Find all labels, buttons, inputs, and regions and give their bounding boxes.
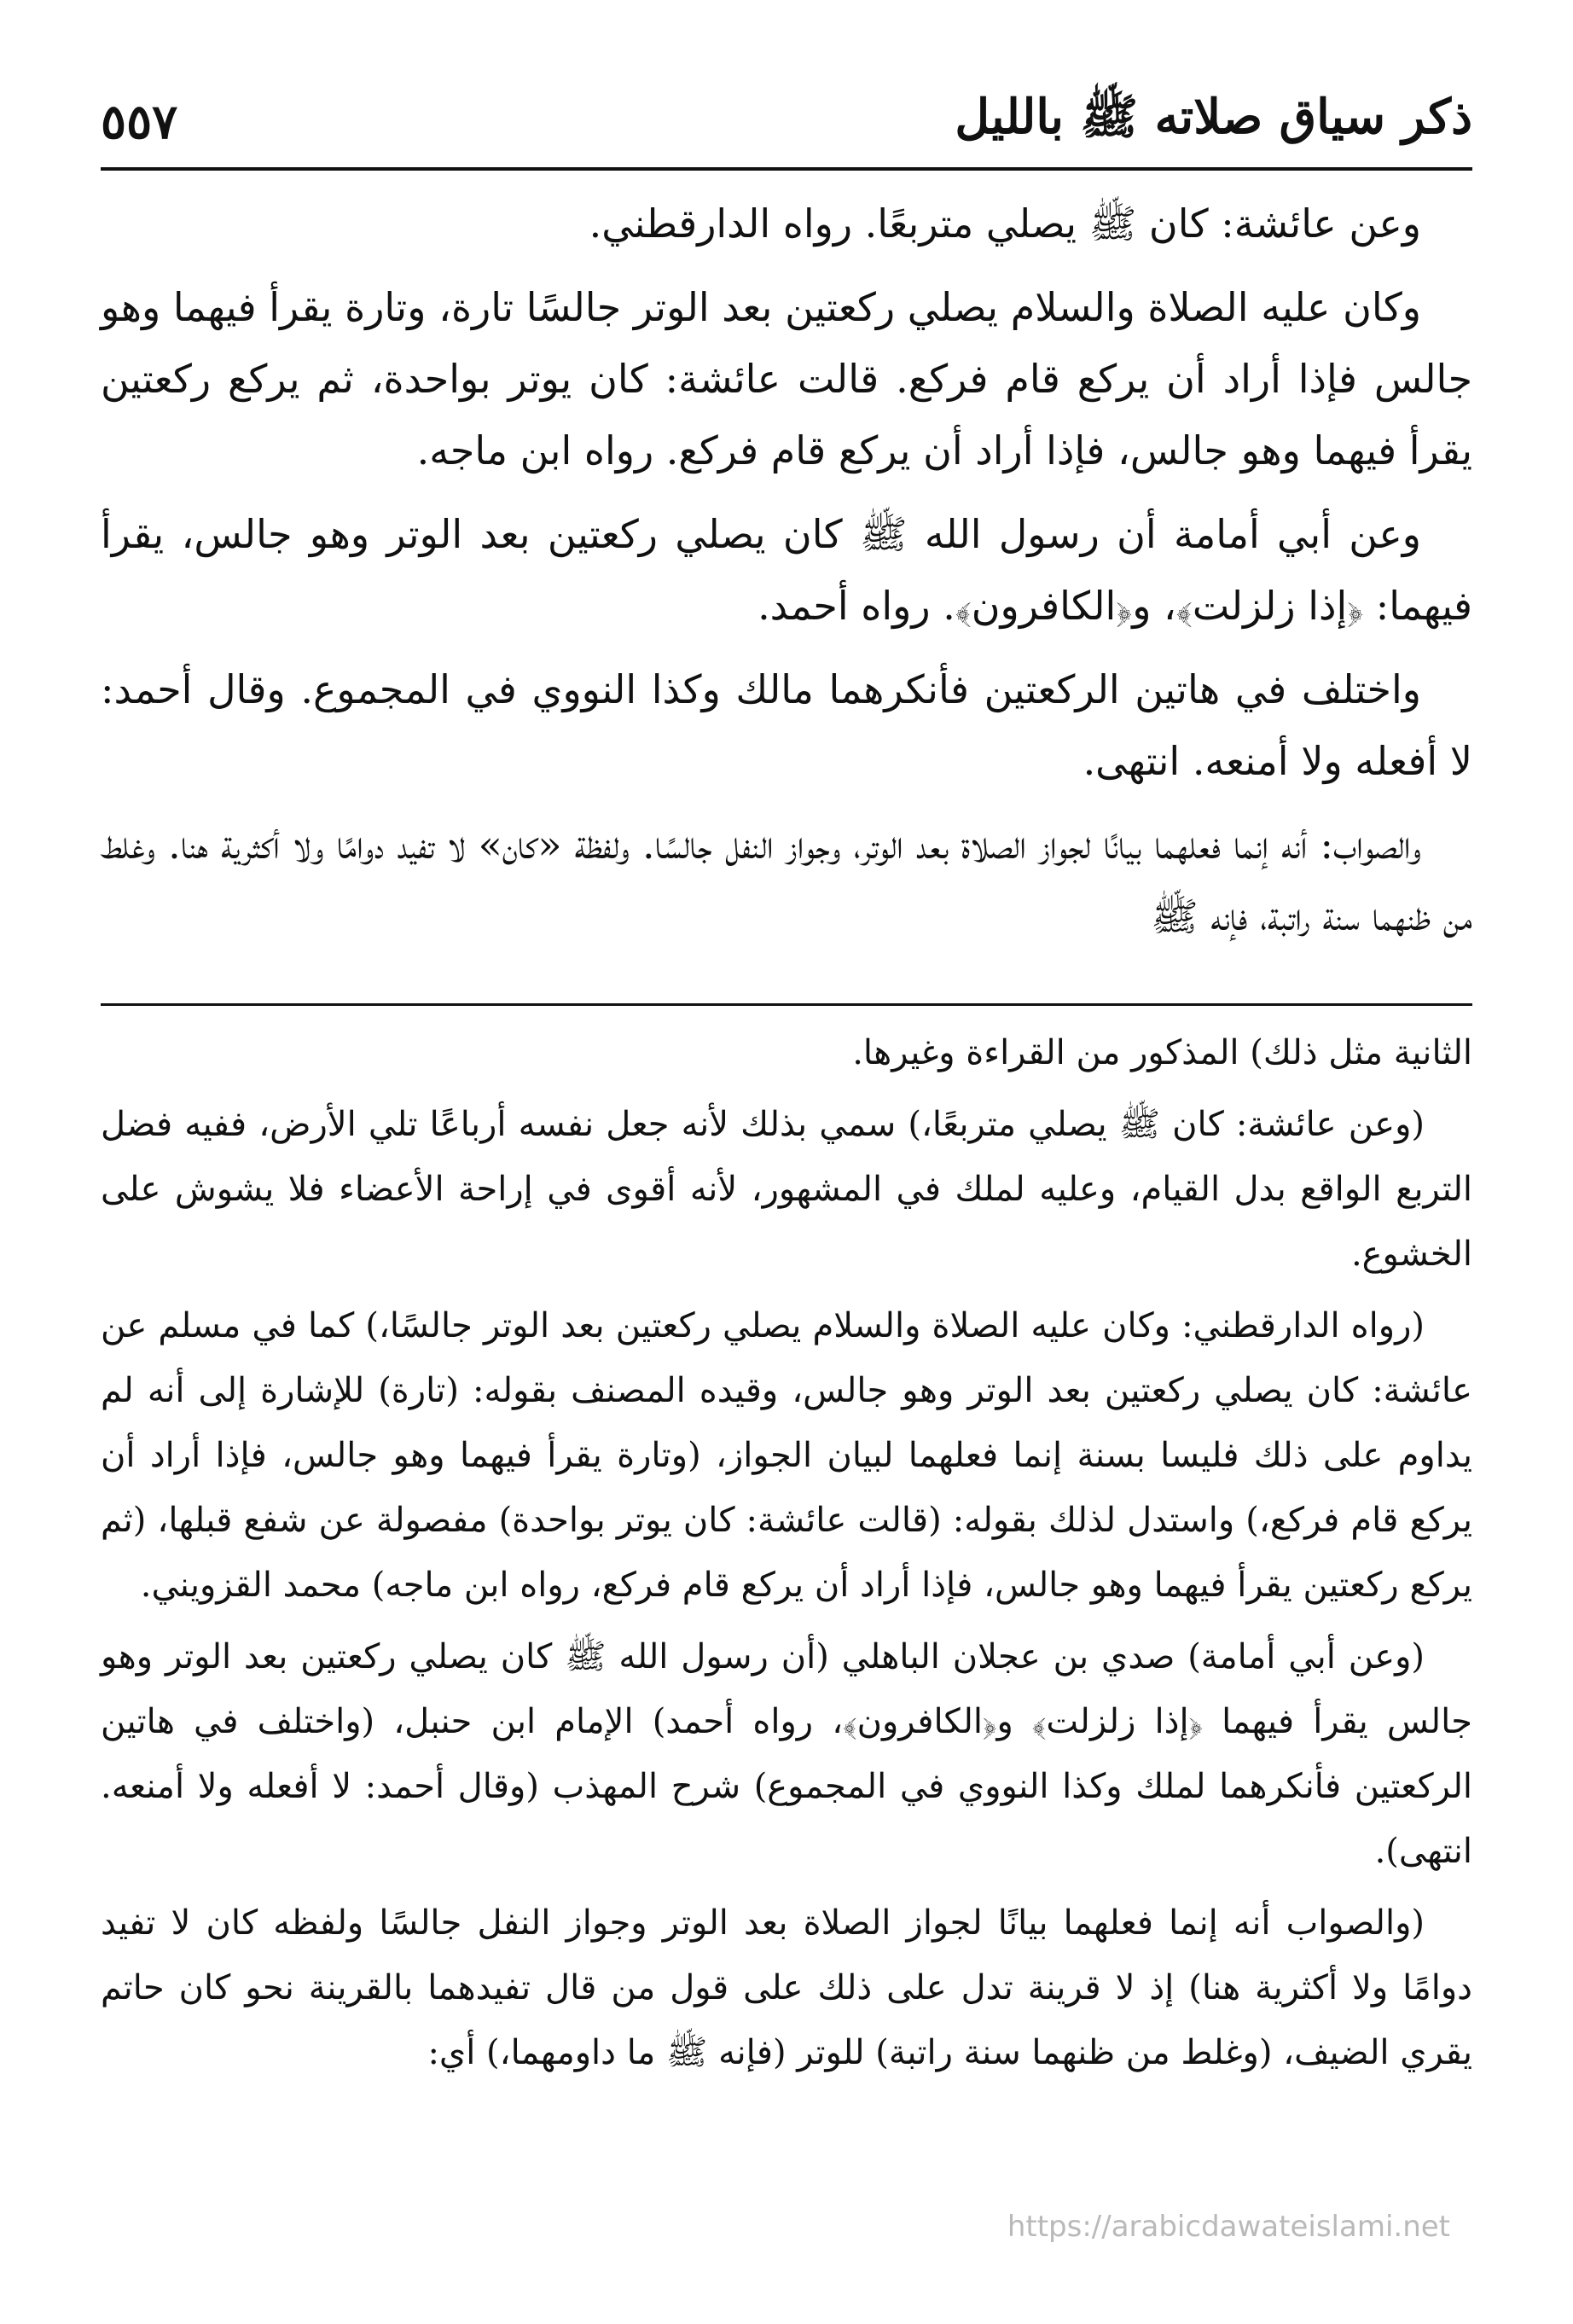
main-paragraph: وكان عليه الصلاة والسلام يصلي ركعتين بعد الوتر جالسًا تارة، وتارة يقرأ فيهما وهو جالس فإذا أراد أن يركع قام فركع. قالت عائشة: كان يوتر بواحدة، ثم يركع ركعتين يقرأ فيهما وهو جالس، فإذا أراد أن يركع قام فركع. رواه ابن ماجه. xyxy=(101,284,1472,474)
main-text xyxy=(101,188,1472,964)
main-paragraph: والصواب: أنه إنما فعلهما بيانًا لجواز الصلاة بعد الوتر، وجواز النفل جالسًا. ولفظة «كان» لا تفيد دوامًا ولا أكثرية هنا. وغلط من ظنهما سنة راتبة، فإنه ﷺ xyxy=(101,822,1472,939)
commentary-paragraph: (وعن عائشة: كان ﷺ يصلي متربعًا،) سمي بذلك لأنه جعل نفسه أرباعًا تلي الأرض، ففيه فضل التربع الواقع بدل القيام، وعليه لملك في المشهور، لأنه أقوى في إراحة الأعضاء فلا يشوش على الخشوع. xyxy=(101,1105,1472,1274)
commentary-paragraph: (رواه الدارقطني: وكان عليه الصلاة والسلام يصلي ركعتين بعد الوتر جالسًا،) كما في مسلم عن عائشة: كان يصلي ركعتين بعد الوتر وهو جالس، وقيده المصنف بقوله: (تارة) للإشارة إلى أنه لم يداوم على ذلك فليسا بسنة إنما فعلهما لبيان الجواز، (وتارة يقرأ فيهما وهو جالس، فإذا أراد أن يركع قام فركع،) واستدل لذلك بقوله: (قالت عائشة: كان يوتر بواحدة) مفصولة عن شفع قبلها، (ثم يركع ركعتين يقرأ فيهما وهو جالس، فإذا أراد أن يركع قام فركع، رواه ابن ماجه) محمد القزويني. xyxy=(101,1306,1473,1605)
section-divider xyxy=(101,1003,1472,1006)
main-paragraph: وعن أبي أمامة أن رسول الله ﷺ كان يصلي ركعتين بعد الوتر وهو جالس، يقرأ فيهما: ﴿إذا زلزلت﴾، و﴿الكافرون﴾. رواه أحمد. xyxy=(101,511,1472,629)
main-paragraph: واختلف في هاتين الركعتين فأنكرهما مالك وكذا النووي في المجموع. وقال أحمد: لا أفعله ولا أمنعه. انتهى. xyxy=(101,666,1472,784)
commentary-paragraph: (وعن أبي أمامة) صدي بن عجلان الباهلي (أن رسول الله ﷺ كان يصلي ركعتين بعد الوتر وهو جالس يقرأ فيهما ﴿إذا زلزلت﴾ و﴿الكافرون﴾، رواه أحمد) الإمام ابن حنبل، (واختلف في هاتين الركعتين فأنكرهما لملك وكذا النووي في المجموع) شرح المهذب (وقال أحمد: لا أفعله ولا أمنعه. انتهى). xyxy=(101,1637,1472,1871)
header-rule xyxy=(101,167,1472,171)
commentary-paragraph: (والصواب أنه إنما فعلهما بيانًا لجواز الصلاة بعد الوتر وجواز النفل جالسًا ولفظه كان لا تفيد دوامًا ولا أكثرية هنا) إذ لا قرينة تدل على ذلك على قول من قال تفيدهما بالقرينة نحو كان حاتم يقري الضيف، (وغلط من ظنهما سنة راتبة) للوتر (فإنه ﷺ ما داومهما،) أي: xyxy=(101,1903,1472,2072)
page-header xyxy=(101,75,1472,169)
running-title: ذكر سياق صلاته ﷺ بالليل xyxy=(955,88,1472,145)
commentary-text xyxy=(101,1020,1472,2092)
main-paragraph: وعن عائشة: كان ﷺ يصلي متربعًا. رواه الدارقطني. xyxy=(589,200,1421,247)
watermark-url: https://arabicdawateislami.net xyxy=(1007,2210,1450,2244)
commentary-paragraph: الثانية مثل ذلك) المذكور من القراءة وغيرها. xyxy=(852,1033,1472,1072)
page-number: ٥٥٧ xyxy=(101,94,178,150)
